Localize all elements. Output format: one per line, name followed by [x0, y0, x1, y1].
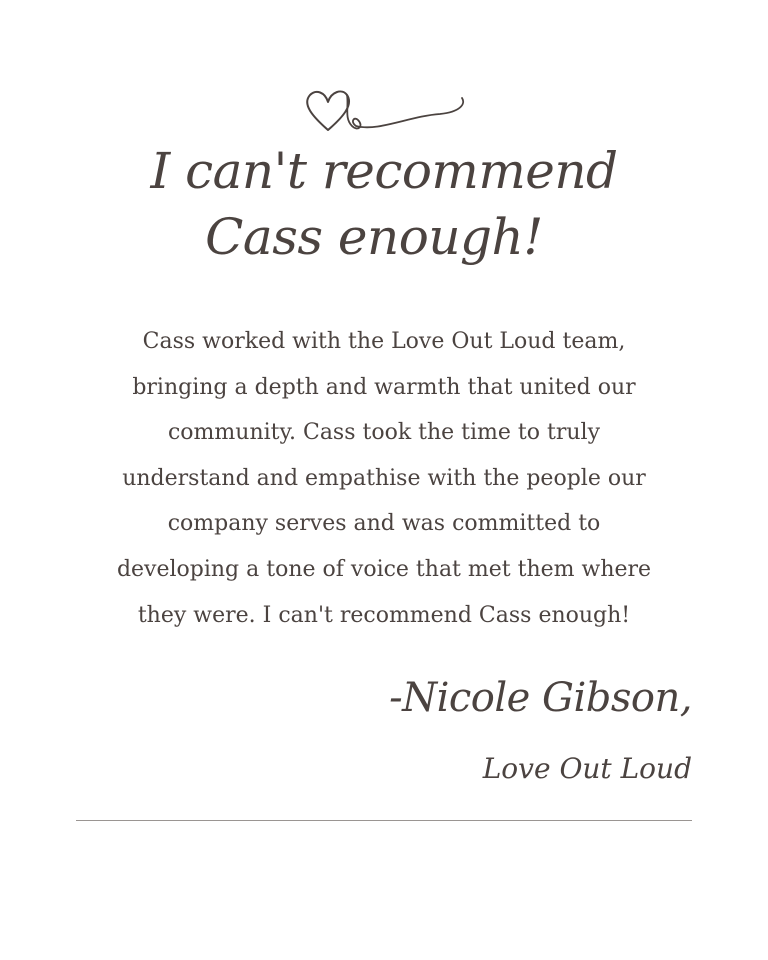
- body-line: Cass worked with the Love Out Loud team,: [142, 329, 626, 354]
- signature-block: [389, 668, 692, 794]
- heart-flourish-icon: [300, 86, 470, 138]
- testimonial-body: [74, 319, 694, 638]
- signature-organization: Love Out Loud: [482, 752, 692, 785]
- body-line: understand and empathise with the people our: [122, 465, 646, 491]
- heading-line-2: Cass enough!: [205, 208, 543, 266]
- body-line: company serves and was committed to: [167, 511, 601, 537]
- body-line: community. Cass took the time to truly: [167, 420, 601, 446]
- body-line: they were. I can't recommend Cass enough!: [137, 602, 631, 628]
- body-line: developing a tone of voice that met them where: [116, 556, 652, 582]
- signature-name: -Nicole Gibson,: [389, 675, 692, 721]
- heading-line-1: I can't recommend: [150, 142, 618, 200]
- testimonial-heading: [0, 138, 768, 270]
- body-line: bringing a depth and warmth that united our: [132, 374, 636, 400]
- divider-line: [76, 820, 692, 821]
